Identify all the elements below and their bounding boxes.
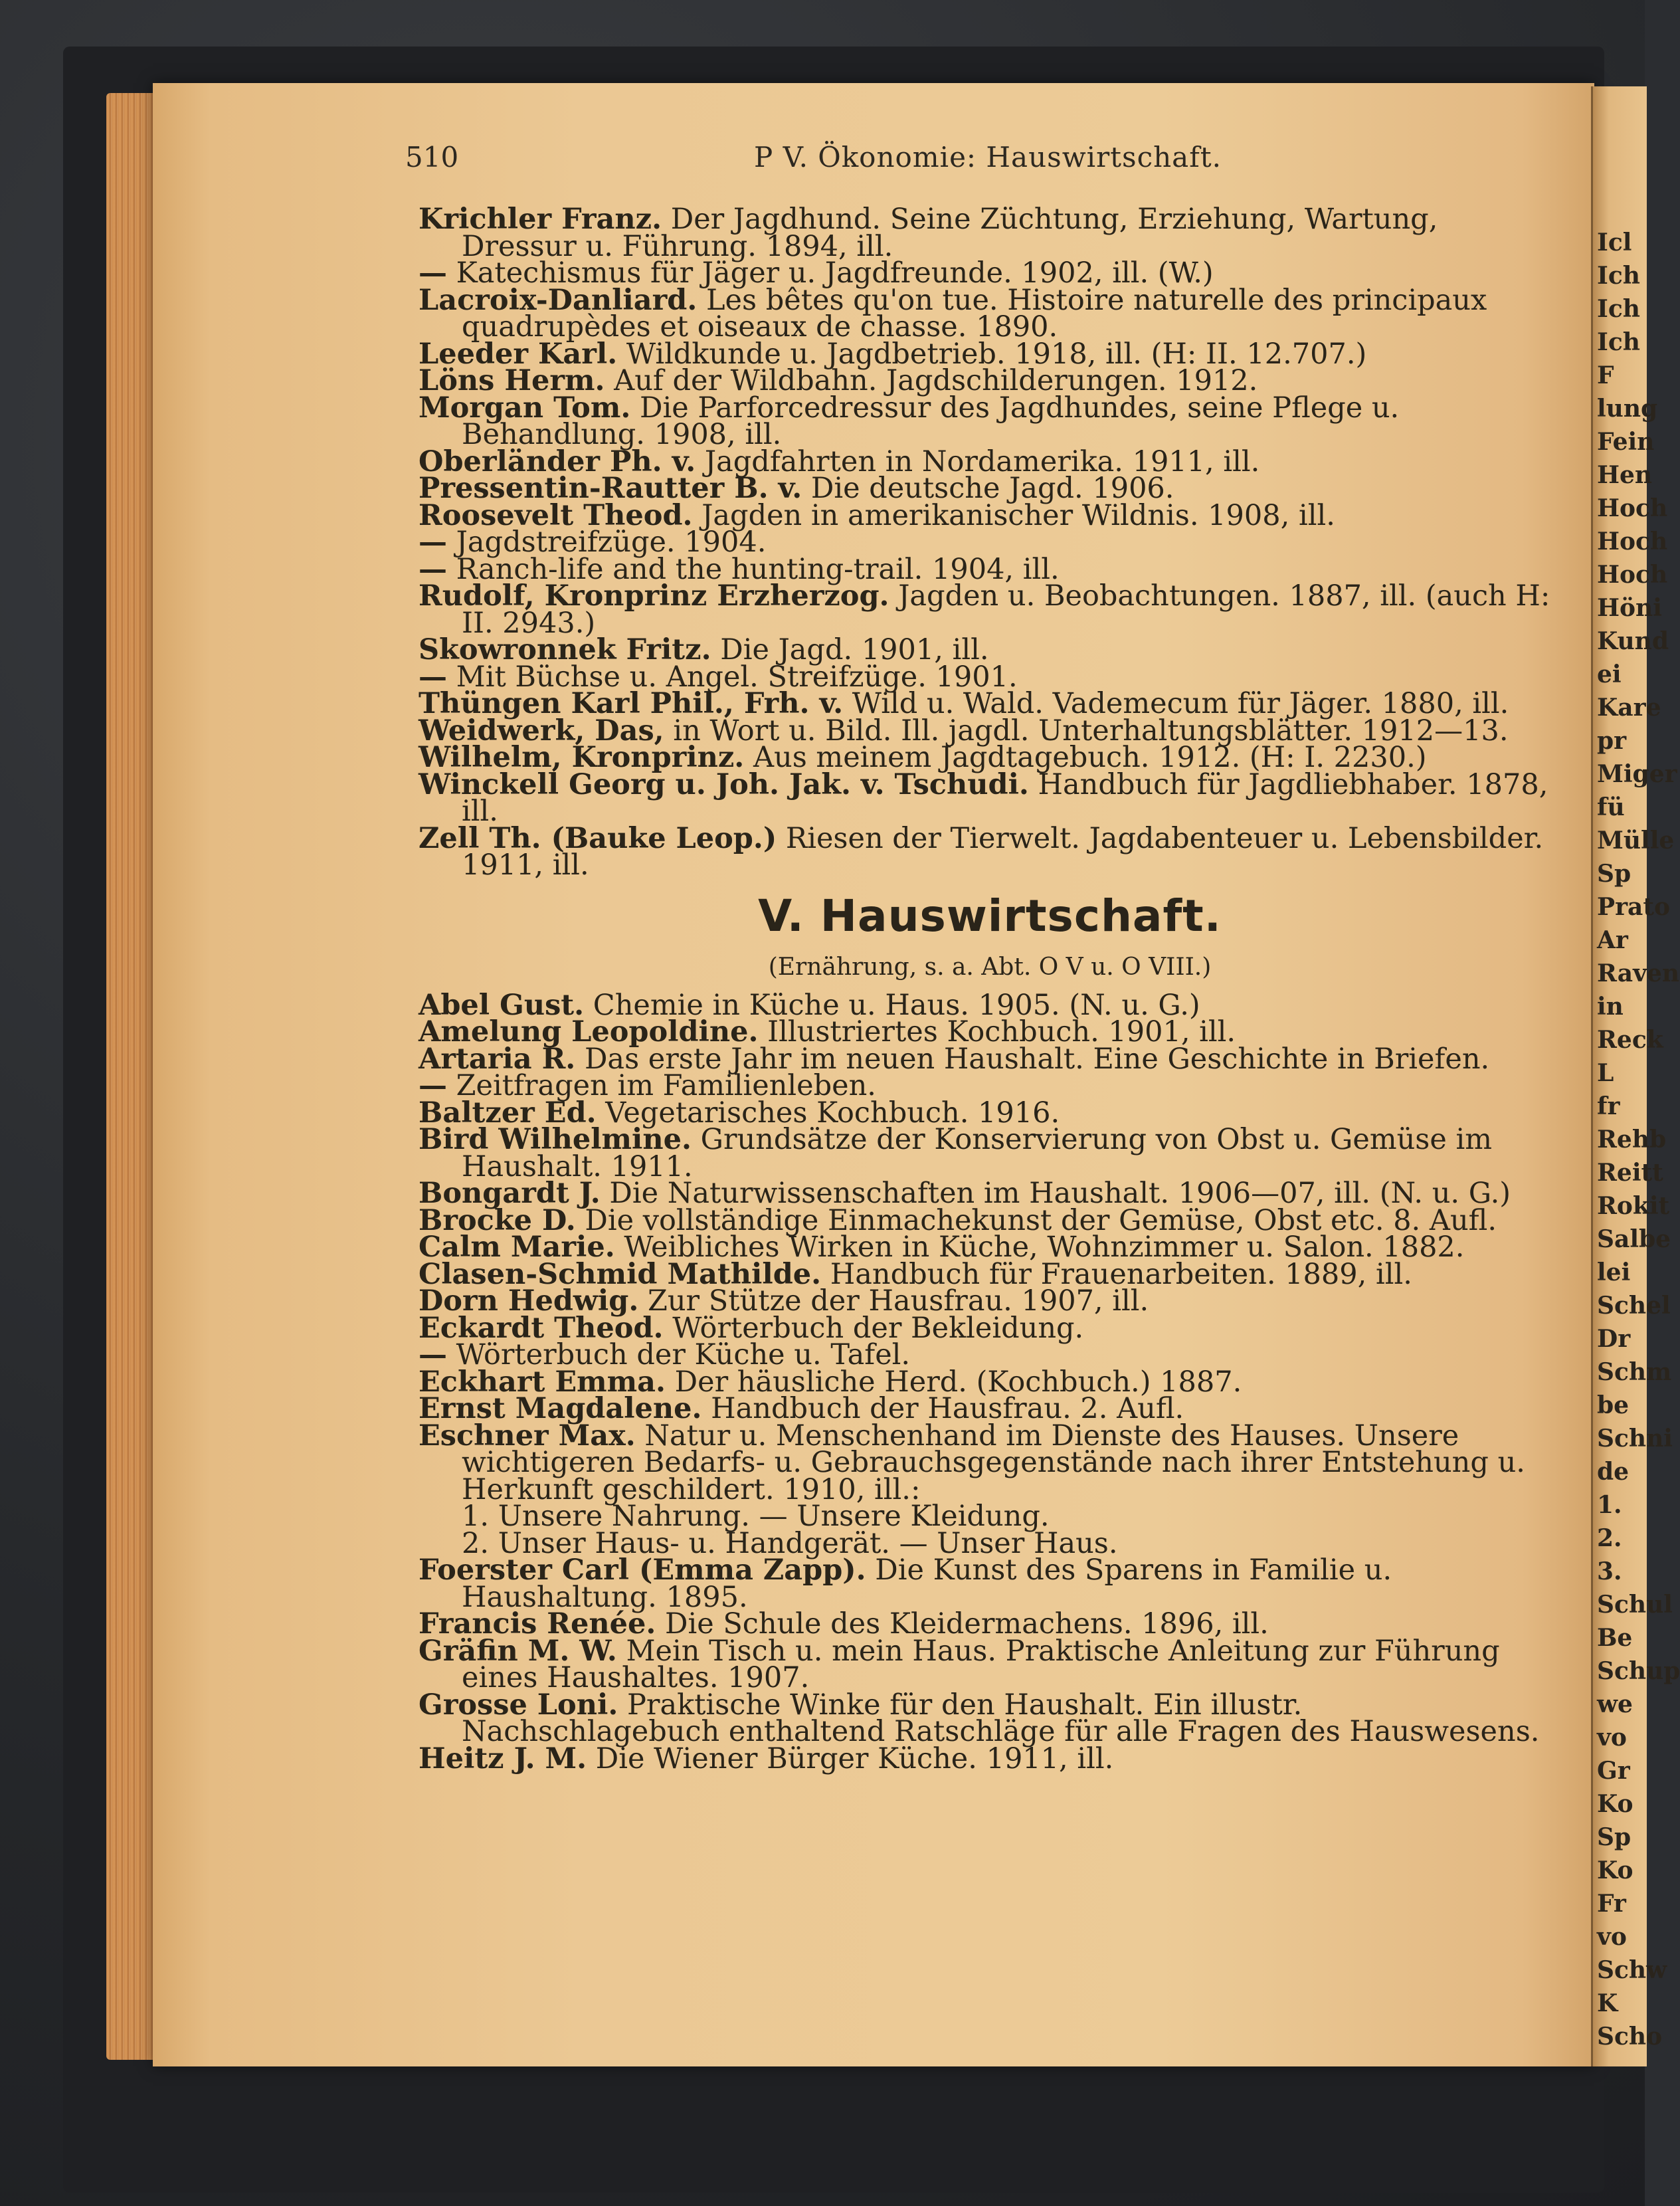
entry-title: Handbuch der Hausfrau. 2. Aufl. <box>711 1392 1184 1425</box>
bibliography-entry <box>419 1338 1561 1371</box>
bibliography-entry <box>419 579 1561 640</box>
entry-author: Rudolf, Kronprinz Erzherzog. <box>419 579 889 613</box>
page-number: 510 <box>405 141 459 173</box>
adjacent-page-fragment: Rokit <box>1597 1192 1670 1220</box>
adjacent-page-fragment: Kare <box>1597 694 1661 722</box>
entry-title: Grundsätze der Konservierung von Obst u. Gemüse im Haushalt. 1911. <box>462 1123 1493 1183</box>
entry-title: Die deutsche Jagd. 1906. <box>810 472 1174 505</box>
adjacent-page-fragment: Fr <box>1597 1890 1626 1918</box>
bibliography-entry <box>419 1607 1561 1641</box>
entry-title: Jagdstreifzüge. 1904. <box>456 526 767 559</box>
entry-author: Gräfin M. W. <box>419 1634 617 1668</box>
entry-author: Bird Wilhelmine. <box>419 1123 692 1156</box>
adjacent-page-fragment: Ich <box>1597 295 1640 323</box>
bibliography-entry <box>419 1231 1561 1264</box>
running-title: P V. Ökonomie: Hauswirtschaft. <box>754 141 1222 173</box>
entry-title: Mit Büchse u. Angel. Streifzüge. 1901. <box>456 660 1018 694</box>
bibliography-entry <box>419 741 1561 774</box>
adjacent-page-fragment: Schm <box>1597 1358 1672 1386</box>
bibliography-entry <box>419 1123 1561 1183</box>
adjacent-page-fragment: Hoch <box>1597 528 1668 555</box>
adjacent-page-fragment: ei <box>1597 660 1622 688</box>
adjacent-page <box>1591 86 1680 2066</box>
bibliography-entry <box>419 1257 1561 1291</box>
entry-author: — <box>419 1069 447 1102</box>
adjacent-page-fragment: Reitt <box>1597 1159 1663 1187</box>
entry-author: — <box>419 526 447 559</box>
entry-title: Jagden u. Beobachtungen. 1887, ill. (auch H: II. 2943.) <box>462 579 1550 640</box>
entry-author: Eckhart Emma. <box>419 1365 666 1399</box>
entry-title: Katechismus für Jäger u. Jagdfreunde. 1902, ill. (W.) <box>456 256 1214 290</box>
entry-title: Mein Tisch u. mein Haus. Praktische Anleitung zur Führung eines Haushaltes. 1907. <box>462 1634 1500 1694</box>
entry-title: Wörterbuch der Küche u. Tafel. <box>456 1338 911 1371</box>
entry-title: Wildkunde u. Jagdbetrieb. 1918, ill. (H: II. 12.707.) <box>626 337 1367 371</box>
bibliography-entry <box>419 1419 1561 1506</box>
entry-title: Der Jagdhund. Seine Züchtung, Erziehung, Wartung, Dressur u. Führung. 1894, ill. <box>462 203 1438 263</box>
adjacent-page-fragment: Schel <box>1597 1292 1671 1320</box>
entry-author: Ernst Magdalene. <box>419 1392 702 1425</box>
entry-author: Wilhelm, Kronprinz. <box>419 741 745 774</box>
adjacent-page-fragment: Sp <box>1597 1823 1632 1851</box>
bibliography-entry <box>419 1096 1561 1130</box>
entry-author: Grosse Loni. <box>419 1688 618 1722</box>
section-title: V. Hauswirtschaft. <box>758 890 1222 942</box>
entry-author: Winckell Georg u. Joh. Jak. v. Tschudi. <box>419 767 1029 801</box>
hunting-entries <box>419 203 1561 882</box>
adjacent-page-fragment: Hoch <box>1597 494 1668 522</box>
entry-author: Clasen-Schmid Mathilde. <box>419 1257 822 1291</box>
adjacent-page-fragment: Icl <box>1597 229 1632 256</box>
adjacent-page-fragment: 3. <box>1597 1557 1622 1585</box>
entry-title: Wörterbuch der Bekleidung. <box>672 1311 1084 1345</box>
entry-author: Bongardt J. <box>419 1177 601 1210</box>
adjacent-page-fragment: Reck <box>1597 1026 1663 1054</box>
entry-author: Leeder Karl. <box>419 337 618 371</box>
bibliography-entry <box>419 1554 1561 1614</box>
adjacent-page-fragment: Kund <box>1597 627 1669 655</box>
adjacent-page-fragment: Raven <box>1597 959 1680 987</box>
bibliography-entry <box>419 1634 1561 1694</box>
entry-title: Aus meinem Jagdtagebuch. 1912. (H: I. 2230.) <box>753 741 1427 774</box>
adjacent-page-fragment: Sp <box>1597 860 1632 888</box>
bibliography-entry <box>419 1311 1561 1345</box>
adjacent-page-fragment: Ar <box>1597 926 1628 954</box>
bibliography-entry <box>419 526 1561 559</box>
entry-title: Wild u. Wald. Vademecum für Jäger. 1880, ill. <box>852 687 1509 720</box>
bibliography-entry <box>419 445 1561 478</box>
eschner-subitems <box>419 1500 1561 1560</box>
entry-title: Die Parforcedressur des Jagdhundes, seine Pflege u. Behandlung. 1908, ill. <box>462 391 1400 451</box>
adjacent-page-fragment: Schup <box>1597 1657 1680 1685</box>
adjacent-page-fragment: K <box>1597 1989 1618 2017</box>
adjacent-page-fragment: Schw <box>1597 1956 1667 1984</box>
entry-title: Zeitfragen im Familienleben. <box>456 1069 876 1102</box>
adjacent-page-fragment: Höni <box>1597 594 1662 622</box>
adjacent-page-fragment: be <box>1597 1391 1630 1419</box>
adjacent-page-fragment: we <box>1597 1690 1633 1718</box>
entry-title: Weibliches Wirken in Küche, Wohnzimmer u. Salon. 1882. <box>624 1231 1465 1264</box>
adjacent-page-fragment: Hoch <box>1597 561 1668 589</box>
entry-title: Das erste Jahr im neuen Haushalt. Eine Geschichte in Briefen. <box>584 1042 1490 1076</box>
bibliography-entry <box>419 552 1561 586</box>
adjacent-page-fragment: Be <box>1597 1624 1633 1652</box>
adjacent-page-fragment: pr <box>1597 727 1627 755</box>
bibliography-entry <box>419 1688 1561 1748</box>
entry-title: Die vollständige Einmachekunst der Gemüse, Obst etc. 8. Aufl. <box>585 1203 1497 1237</box>
bibliography-entry <box>419 687 1561 720</box>
bibliography-entry <box>419 256 1561 290</box>
adjacent-page-fragment: Fein <box>1597 428 1655 456</box>
adjacent-page-fragment: Prato <box>1597 893 1671 921</box>
entry-title: Die Naturwissenschaften im Haushalt. 1906—07, ill. (N. u. G.) <box>609 1177 1511 1210</box>
entry-title: Les bêtes qu'on tue. Histoire naturelle des principaux quadrupèdes et oiseaux de chasse. 1890. <box>462 283 1487 344</box>
entry-title: Die Kunst des Sparens in Familie u. Haushaltung. 1895. <box>462 1554 1392 1614</box>
entry-title: Die Jagd. 1901, ill. <box>720 633 989 666</box>
bibliography-entry <box>419 203 1561 263</box>
entry-author: Abel Gust. <box>419 988 585 1022</box>
entry-title: Die Schule des Kleidermachens. 1896, ill. <box>664 1607 1269 1641</box>
entry-author: Weidwerk, Das, <box>419 714 664 748</box>
adjacent-page-fragment: Schul <box>1597 1591 1673 1619</box>
entry-title: Handbuch für Frauenarbeiten. 1889, ill. <box>830 1257 1412 1291</box>
entry-author: Morgan Tom. <box>419 391 631 425</box>
bibliography-entry <box>419 660 1561 694</box>
adjacent-page-fragment: vo <box>1597 1923 1627 1951</box>
bibliography-entry <box>419 1015 1561 1049</box>
adjacent-page-fragment: Gr <box>1597 1757 1630 1785</box>
adjacent-page-fragment: Salbe <box>1597 1225 1671 1253</box>
entry-title: Natur u. Menschenhand im Dienste des Hauses. Unsere wichtigeren Bedarfs- u. Gebrauchsgegenstände nach ihrer Entstehung u. Herkunft geschildert. 1910, ill.: <box>462 1419 1525 1506</box>
adjacent-page-fragment: in <box>1597 993 1624 1021</box>
entry-title: Ranch-life and the hunting-trail. 1904, ill. <box>456 552 1060 586</box>
entry-author: Dorn Hedwig. <box>419 1284 639 1318</box>
adjacent-page-fragment: L <box>1597 1059 1614 1087</box>
adjacent-page-fragment: Dr <box>1597 1325 1631 1353</box>
adjacent-page-fragment: lei <box>1597 1258 1631 1286</box>
bibliography-entry <box>419 714 1561 748</box>
bibliography-entry <box>419 1392 1561 1425</box>
entry-title: in Wort u. Bild. Ill. jagdl. Unterhaltungsblätter. 1912—13. <box>673 714 1509 748</box>
entry-title: Riesen der Tierwelt. Jagdabenteuer u. Lebensbilder. 1911, ill. <box>462 821 1544 882</box>
bibliography-entry <box>419 1365 1561 1399</box>
entry-author: — <box>419 256 447 290</box>
entry-author: Francis Renée. <box>419 1607 656 1641</box>
entry-author: Skowronnek Fritz. <box>419 633 711 666</box>
bibliography-entry <box>419 821 1561 882</box>
entry-author: Heitz J. M. <box>419 1742 587 1775</box>
adjacent-page-fragment: fr <box>1597 1092 1620 1120</box>
bibliography-entry <box>419 1042 1561 1076</box>
entry-author: Thüngen Karl Phil., Frh. v. <box>419 687 844 720</box>
entry-title: Illustriertes Kochbuch. 1901, ill. <box>767 1015 1236 1049</box>
entry-title: Praktische Winke für den Haushalt. Ein illustr. Nachschlagebuch enthaltend Ratschläge für alle Fragen des Hauswesens. <box>462 1688 1540 1748</box>
bibliography-entry <box>419 391 1561 451</box>
adjacent-page-fragment: Miger <box>1597 760 1677 788</box>
entry-subitem: 1. Unsere Nahrung. — Unsere Kleidung. <box>462 1500 1050 1533</box>
entry-author: — <box>419 660 447 694</box>
adjacent-page-fragment: 1. <box>1597 1491 1622 1519</box>
adjacent-page-fragment: Schni <box>1597 1425 1673 1453</box>
entry-author: — <box>419 552 447 586</box>
adjacent-page-fragments <box>1593 226 1680 2053</box>
adjacent-page-fragment: fü <box>1597 793 1625 821</box>
bibliography-entry <box>419 767 1561 828</box>
bibliography-entry <box>419 1177 1561 1210</box>
entry-title: Der häusliche Herd. (Kochbuch.) 1887. <box>674 1365 1242 1399</box>
entry-title: Zur Stütze der Hausfrau. 1907, ill. <box>647 1284 1149 1318</box>
adjacent-page-fragment: F <box>1597 361 1614 389</box>
bibliography-entry <box>419 337 1561 371</box>
entry-author: Artaria R. <box>419 1042 576 1076</box>
entry-author: Eckardt Theod. <box>419 1311 664 1345</box>
bibliography-entry <box>419 633 1561 666</box>
entry-author: Roosevelt Theod. <box>419 498 693 532</box>
bibliography-entry <box>419 1284 1561 1318</box>
adjacent-page-fragment: Ko <box>1597 1790 1633 1818</box>
entry-author: Zell Th. (Bauke Leop.) <box>419 821 777 855</box>
bibliography-entry <box>419 498 1561 532</box>
section-subtitle: (Ernährung, s. a. Abt. O V u. O VIII.) <box>768 953 1212 981</box>
bibliography-entry <box>419 472 1561 505</box>
adjacent-page-fragment: lung <box>1597 395 1658 423</box>
entry-author: Eschner Max. <box>419 1419 636 1453</box>
entry-title: Jagdfahrten in Nordamerika. 1911, ill. <box>704 445 1260 478</box>
entry-author: Amelung Leopoldine. <box>419 1015 759 1049</box>
adjacent-page-fragment: Ich <box>1597 328 1640 356</box>
adjacent-page-fragment: Scho <box>1597 2023 1663 2051</box>
adjacent-page-fragment: Ich <box>1597 262 1640 290</box>
entry-author: Oberländer Ph. v. <box>419 445 696 478</box>
bibliography-entry <box>419 1742 1561 1775</box>
entry-author: Löns Herm. <box>419 364 605 397</box>
entry-author: Krichler Franz. <box>419 203 662 236</box>
adjacent-page-fragment: 2. <box>1597 1524 1622 1552</box>
entry-title: Handbuch für Jagdliebhaber. 1878, ill. <box>462 767 1548 828</box>
adjacent-page-fragment: Rehb <box>1597 1126 1667 1153</box>
household-entries-2 <box>419 1554 1561 1775</box>
entry-subitem: 2. Unser Haus- u. Handgerät. — Unser Haus. <box>462 1526 1118 1560</box>
bibliography-entry <box>419 1203 1561 1237</box>
adjacent-page-fragment: Ko <box>1597 1856 1633 1884</box>
adjacent-page-fragment: Mülle <box>1597 827 1675 854</box>
entry-author: — <box>419 1338 447 1371</box>
entry-author: Brocke D. <box>419 1203 576 1237</box>
entry-author: Calm Marie. <box>419 1231 615 1264</box>
entry-title: Vegetarisches Kochbuch. 1916. <box>605 1096 1060 1130</box>
adjacent-page-fragment: de <box>1597 1458 1630 1486</box>
adjacent-page-fragment: Hen <box>1597 461 1653 489</box>
entry-author: Baltzer Ed. <box>419 1096 597 1130</box>
bibliography-entry <box>419 988 1561 1022</box>
bibliography-entry <box>419 364 1561 397</box>
entry-title: Die Wiener Bürger Küche. 1911, ill. <box>595 1742 1114 1775</box>
entry-author: Foerster Carl (Emma Zapp). <box>419 1554 866 1587</box>
entry-title: Auf der Wildbahn. Jagdschilderungen. 1912. <box>614 364 1258 397</box>
entry-title: Chemie in Küche u. Haus. 1905. (N. u. G.) <box>593 988 1200 1022</box>
bibliography <box>419 203 1561 1775</box>
entry-title: Jagden in amerikanischer Wildnis. 1908, ill. <box>701 498 1335 532</box>
bibliography-entry <box>419 1069 1561 1102</box>
bibliography-entry <box>419 283 1561 344</box>
household-entries <box>419 988 1561 1506</box>
adjacent-page-fragment: vo <box>1597 1724 1627 1752</box>
entry-author: Pressentin-Rautter B. v. <box>419 472 802 505</box>
entry-author: Lacroix-Danliard. <box>419 283 698 317</box>
